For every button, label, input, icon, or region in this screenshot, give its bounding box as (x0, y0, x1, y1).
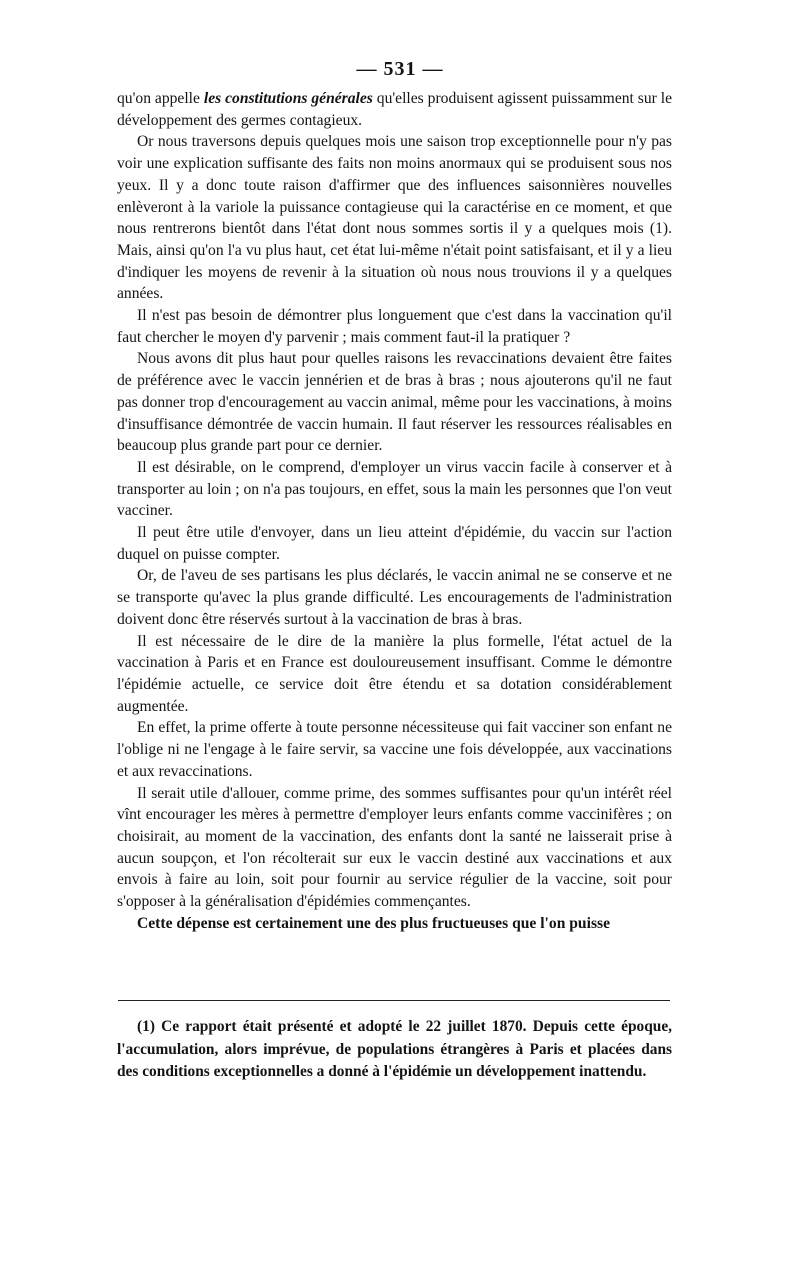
footnote-divider (118, 1000, 670, 1001)
continuation-text-after: qu'elles produisent agissent puissamment sur le développement des germes contagieux. (117, 90, 673, 129)
paragraph-vaccin-animal: Or, de l'aveu de ses partisans les plus déclarés, le vaccin animal ne se conserve et ne se transporte qu'avec la plus grande difficulté. Les encouragements de l'administration doivent donc être réservés surtout à la vaccination de bras à bras. (117, 567, 672, 628)
continuation-text-before: qu'on appelle (117, 90, 204, 107)
body-text (117, 88, 672, 934)
paragraph-allouer: Il serait utile d'allouer, comme prime, des sommes suffisantes pour qu'un intérêt réel vînt encourager les mères à permettre d'employer leurs enfants comme vaccinifères ; on choisirait, au moment de la vaccination, des enfants dont la santé ne laisserait prise à aucun soupçon, et l'on récolterait sur eux le vaccin destiné aux vaccinations et aux envois à faire au loin, soit pour fournir au service régulier de la vaccine, soit pour s'opposer à la généralisation d'épidémies commençantes. (117, 784, 672, 911)
paragraph-saison: Or nous traversons depuis quelques mois une saison trop exceptionnelle pour n'y pas voir une explication suffisante des faits non moins anormaux qui se produisent sous nos yeux. Il y a donc toute raison d'affirmer que des influences saisonnières nouvelles enlèveront à la variole la puissance contagieuse qui la caractérise en ce moment, et que nous rentrerons bientôt dans l'état dont nous sommes sortis il y a quelques mois (1). Mais, ainsi qu'on l'a vu plus haut, cet état lui-même n'était point satisfaisant, et il y a lieu d'indiquer les moyens de revenir à la situation où nous nous trouvions il y a quelques années. (117, 133, 672, 303)
paragraph-depense: Cette dépense est certainement une des plus fructueuses que l'on puisse (137, 914, 610, 932)
paragraph-prime: En effet, la prime offerte à toute personne nécessiteuse qui fait vacciner son enfant ne l'oblige ni ne l'engage à le faire servir, sa vaccine une fois développée, aux vaccinations et aux revaccinations. (117, 719, 672, 780)
emphasis-text: les constitutions générales (203, 90, 373, 107)
paragraph-revaccinations: Nous avons dit plus haut pour quelles raisons les revaccinations devaient être faites de préférence avec le vaccin jennérien et de bras à bras ; nous ajouterons qu'il ne faut pas donner trop d'encouragement au vaccin animal, même pour les vaccinations, à moins d'insuffisance démontrée de vaccin humain. Il faut réserver les ressources réalisables en beaucoup plus grande part pour ce dernier. (117, 350, 672, 455)
paragraph-virus-vaccin: Il est désirable, on le comprend, d'employer un virus vaccin facile à conserver et à transporter au loin ; on n'a pas toujours, en effet, sous la main les personnes que l'on veut vacciner. (117, 458, 672, 520)
footnote: (1) Ce rapport était présenté et adopté le 22 juillet 1870. Depuis cette époque, l'accumulation, alors imprévue, de populations étrangères à Paris et placées dans des conditions exceptionnelles a donné à l'épidémie un développement inattendu. (117, 1018, 672, 1080)
paragraph-etat-actuel: Il est nécessaire de le dire de la manière la plus formelle, l'état actuel de la vaccination à Paris et en France est douloureusement insuffisant. Comme le démontre l'épidémie actuelle, ce service doit être étendu et sa dotation considérablement augmentée. (117, 632, 672, 715)
page-number: — 531 — (356, 58, 444, 80)
paragraph-envoyer: Il peut être utile d'envoyer, dans un lieu atteint d'épidémie, du vaccin sur l'action duquel on puisse compter. (117, 524, 672, 563)
paragraph-vaccination-question: Il n'est pas besoin de démontrer plus longuement que c'est dans la vaccination qu'il faut chercher le moyen d'y parvenir ; mais comment faut-il la pratiquer ? (117, 307, 672, 346)
continuation-paragraph (117, 88, 672, 131)
